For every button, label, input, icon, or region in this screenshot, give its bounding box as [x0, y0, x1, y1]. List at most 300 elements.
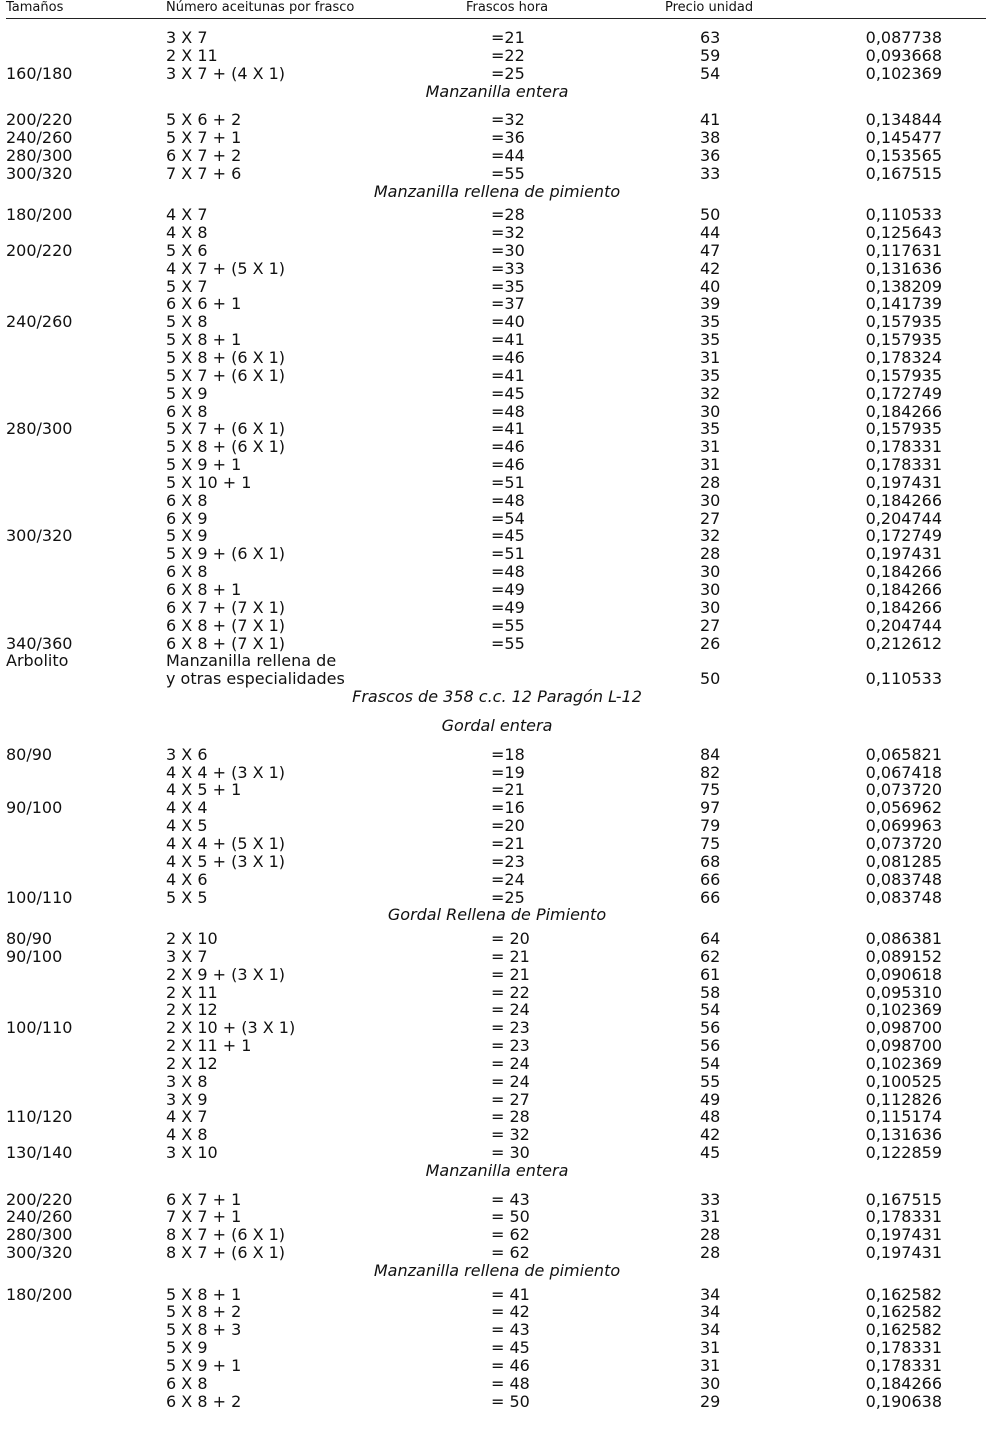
- olives-per-jar-cell: 4 X 5 + 1: [166, 780, 242, 800]
- olives-per-jar-cell: 5 X 7 + 1: [166, 128, 242, 147]
- unit-price-cell: 79: [700, 816, 721, 836]
- unit-price-cell: 32: [700, 526, 721, 546]
- value-cell: 0,065821: [865, 744, 942, 764]
- table-row: [0, 313, 994, 331]
- jars-per-hour-cell: =45: [491, 383, 525, 403]
- size-cell: 90/100: [6, 798, 63, 818]
- jars-per-hour-cell: =24: [491, 869, 525, 889]
- unit-price-cell: 75: [700, 833, 721, 853]
- unit-price-cell: 47: [700, 240, 721, 260]
- value-cell: 0,184266: [865, 1373, 942, 1393]
- size-cell: Arbolito: [6, 651, 69, 671]
- value-cell: 0,184266: [865, 562, 942, 582]
- olives-per-jar-cell: 3 X 7 + (4 X 1): [166, 63, 286, 83]
- jars-per-hour-cell: =41: [491, 365, 525, 385]
- jars-per-hour-cell: =54: [491, 508, 525, 528]
- value-cell: 0,089152: [865, 946, 942, 966]
- unit-price-cell: 44: [700, 223, 721, 242]
- value-cell: 0,178331: [865, 1338, 942, 1358]
- jars-per-hour-cell: = 62: [491, 1243, 530, 1263]
- olives-per-jar-cell: 6 X 8 + 2: [166, 1391, 242, 1411]
- value-cell: 0,167515: [865, 163, 942, 183]
- table-row: [0, 1339, 994, 1357]
- olives-per-jar-cell: 5 X 9 + 1: [166, 1356, 242, 1375]
- value-cell: 0,162582: [865, 1320, 942, 1340]
- olives-per-jar-cell: 2 X 11: [166, 45, 218, 65]
- olives-per-jar-cell: 4 X 7: [166, 1107, 208, 1127]
- table-row: [0, 1037, 994, 1055]
- value-cell: 0,197431: [865, 1243, 942, 1263]
- value-cell: 0,073720: [865, 780, 942, 800]
- olives-per-jar-cell: 4 X 5: [166, 816, 208, 836]
- unit-price-cell: 30: [700, 597, 721, 617]
- olives-per-jar-cell: 5 X 8 + 2: [166, 1302, 242, 1322]
- unit-price-cell: 49: [700, 1089, 721, 1109]
- olives-per-jar-cell: 4 X 4: [166, 798, 208, 818]
- jars-per-hour-cell: = 24: [491, 1053, 530, 1073]
- unit-price-cell: 68: [700, 851, 721, 871]
- value-cell: 0,102369: [865, 63, 942, 83]
- value-cell: 0,117631: [865, 240, 942, 260]
- value-cell: 0,138209: [865, 276, 942, 296]
- olives-per-jar-cell: 5 X 6: [166, 240, 208, 260]
- value-cell: 0,204744: [865, 508, 942, 528]
- table-row: [0, 260, 994, 278]
- value-cell: 0,095310: [865, 982, 942, 1002]
- size-cell: 100/110: [6, 1018, 73, 1038]
- jars-per-hour-cell: =25: [491, 63, 525, 83]
- table-row: [0, 1144, 994, 1162]
- unit-price-cell: 30: [700, 401, 721, 421]
- olives-per-jar-cell: 5 X 9: [166, 1338, 208, 1358]
- olives-per-jar-cell: 6 X 8: [166, 1373, 208, 1393]
- jars-per-hour-cell: =21: [491, 833, 525, 853]
- unit-price-cell: 29: [700, 1391, 721, 1411]
- jars-per-hour-cell: =22: [491, 45, 525, 65]
- value-cell: 0,212612: [865, 633, 942, 653]
- jars-per-hour-cell: = 21: [491, 946, 530, 966]
- value-cell: 0,184266: [865, 580, 942, 599]
- unit-price-cell: 54: [700, 63, 721, 83]
- table-row: [0, 1286, 994, 1304]
- jars-per-hour-cell: =46: [491, 437, 525, 457]
- unit-price-cell: 55: [700, 1071, 721, 1091]
- size-cell: 300/320: [6, 526, 73, 546]
- value-cell: 0,141739: [865, 294, 942, 314]
- jars-per-hour-cell: =48: [491, 490, 525, 510]
- section-title: Manzanilla entera: [425, 81, 569, 101]
- olives-per-jar-cell: 5 X 9: [166, 526, 208, 546]
- size-cell: 180/200: [6, 205, 73, 225]
- unit-price-cell: 45: [700, 1143, 721, 1163]
- olives-per-jar-cell: 5 X 9 + 1: [166, 455, 242, 475]
- jars-per-hour-cell: =20: [491, 816, 525, 836]
- unit-price-cell: 41: [700, 110, 721, 130]
- unit-price-cell: 42: [700, 258, 721, 278]
- table-row: [0, 966, 994, 984]
- olives-per-jar-cell: 5 X 8 + (6 X 1): [166, 347, 286, 367]
- olives-per-jar-cell: 2 X 11: [166, 982, 218, 1002]
- jars-per-hour-cell: = 22: [491, 982, 530, 1002]
- value-cell: 0,157935: [865, 365, 942, 385]
- table-row: [0, 438, 994, 456]
- unit-price-cell: 66: [700, 887, 721, 907]
- section-title: Manzanilla rellena de pimiento: [373, 181, 621, 201]
- table-row: [0, 527, 994, 545]
- value-cell: 0,093668: [865, 45, 942, 65]
- value-cell: 0,131636: [865, 1125, 942, 1145]
- section-title: Manzanilla rellena de pimiento: [373, 1261, 621, 1280]
- table-row: [0, 278, 994, 296]
- size-cell: 100/110: [6, 887, 73, 907]
- value-cell: 0,131636: [865, 258, 942, 278]
- table-row: [0, 1001, 994, 1019]
- jars-per-hour-cell: = 23: [491, 1018, 530, 1038]
- olives-per-jar-cell: 5 X 5: [166, 887, 208, 907]
- table-row: [0, 1108, 994, 1126]
- jars-per-hour-cell: =32: [491, 223, 525, 242]
- olives-per-jar-cell: 3 X 8: [166, 1071, 208, 1091]
- olives-per-jar-cell: 4 X 8: [166, 1125, 208, 1145]
- value-cell: 0,069963: [865, 816, 942, 836]
- value-cell: 0,184266: [865, 597, 942, 617]
- olives-per-jar-cell: 8 X 7 + (6 X 1): [166, 1225, 286, 1245]
- value-cell: 0,115174: [865, 1107, 942, 1127]
- olives-per-jar-cell: 5 X 7: [166, 276, 208, 296]
- value-cell: 0,110533: [865, 669, 942, 689]
- table-row: [0, 1226, 994, 1244]
- value-cell: 0,086381: [865, 928, 942, 948]
- table-row: [0, 1073, 994, 1091]
- unit-price-cell: 27: [700, 615, 721, 635]
- unit-price-cell: 35: [700, 312, 721, 332]
- olives-per-jar-cell: 3 X 7: [166, 946, 208, 966]
- olives-per-jar-cell: 3 X 9: [166, 1089, 208, 1109]
- table-row: [0, 599, 994, 617]
- unit-price-cell: 75: [700, 780, 721, 800]
- jars-per-hour-cell: =41: [491, 419, 525, 439]
- section-title: Frascos de 358 c.c. 12 Paragón L-12: [352, 687, 642, 707]
- value-cell: 0,190638: [865, 1391, 942, 1411]
- unit-price-cell: 48: [700, 1107, 721, 1127]
- size-cell: 80/90: [6, 744, 53, 764]
- table-row: [0, 1191, 994, 1209]
- jars-per-hour-cell: = 43: [491, 1320, 530, 1340]
- olives-per-jar-cell: 6 X 7 + 1: [166, 1189, 242, 1209]
- unit-price-cell: 31: [700, 437, 721, 457]
- table-row: [0, 47, 994, 65]
- table-row: [0, 1244, 994, 1262]
- value-cell: 0,204744: [865, 615, 942, 635]
- jars-per-hour-cell: = 46: [491, 1356, 530, 1375]
- olives-per-jar-cell: 6 X 6 + 1: [166, 294, 242, 314]
- table-row: [0, 930, 994, 948]
- table-row: [0, 206, 994, 224]
- size-cell: 340/360: [6, 633, 73, 653]
- table-row: [0, 1208, 994, 1226]
- unit-price-cell: 33: [700, 163, 721, 183]
- value-cell: 0,145477: [865, 128, 942, 147]
- value-cell: 0,087738: [865, 28, 942, 47]
- unit-price-cell: 59: [700, 45, 721, 65]
- value-cell: 0,197431: [865, 1225, 942, 1245]
- olives-per-jar-cell: 4 X 5 + (3 X 1): [166, 851, 286, 871]
- table-row: [0, 242, 994, 260]
- table-row: [0, 835, 994, 853]
- jars-per-hour-cell: = 43: [491, 1189, 530, 1209]
- table-row: [0, 129, 994, 147]
- unit-price-cell: 35: [700, 330, 721, 350]
- unit-price-cell: 40: [700, 276, 721, 296]
- unit-price-cell: 56: [700, 1018, 721, 1038]
- value-cell: 0,172749: [865, 383, 942, 403]
- jars-per-hour-cell: = 20: [491, 928, 530, 948]
- olives-per-jar-cell: 5 X 8 + 1: [166, 1284, 242, 1304]
- unit-price-cell: 31: [700, 1338, 721, 1358]
- unit-price-cell: 54: [700, 1000, 721, 1020]
- value-cell: 0,184266: [865, 490, 942, 510]
- size-cell: 200/220: [6, 110, 73, 130]
- table-row: [0, 581, 994, 599]
- jars-per-hour-cell: =48: [491, 562, 525, 582]
- unit-price-cell: 50: [700, 205, 721, 225]
- unit-price-cell: 31: [700, 1207, 721, 1227]
- jars-per-hour-cell: = 48: [491, 1373, 530, 1393]
- olives-per-jar-cell: 2 X 9 + (3 X 1): [166, 964, 286, 984]
- olives-per-jar-cell: 5 X 7 + (6 X 1): [166, 419, 286, 439]
- size-cell: 280/300: [6, 419, 73, 439]
- unit-price-cell: 30: [700, 562, 721, 582]
- value-cell: 0,073720: [865, 833, 942, 853]
- header-tamanos: Tamaños: [6, 0, 64, 15]
- unit-price-cell: 64: [700, 928, 721, 948]
- olives-per-jar-cell: 6 X 8: [166, 401, 208, 421]
- olives-per-jar-cell: 5 X 10 + 1: [166, 472, 252, 492]
- value-cell: 0,056962: [865, 798, 942, 818]
- table-row: [0, 420, 994, 438]
- jars-per-hour-cell: =36: [491, 128, 525, 147]
- unit-price-cell: 30: [700, 580, 721, 599]
- jars-per-hour-cell: =25: [491, 887, 525, 907]
- table-row: [0, 871, 994, 889]
- jars-per-hour-cell: = 50: [491, 1207, 530, 1227]
- jars-per-hour-cell: = 41: [491, 1284, 530, 1304]
- value-cell: 0,197431: [865, 544, 942, 564]
- unit-price-cell: 34: [700, 1320, 721, 1340]
- table-row: [0, 165, 994, 183]
- size-cell: 280/300: [6, 1225, 73, 1245]
- unit-price-cell: 38: [700, 128, 721, 147]
- value-cell: 0,102369: [865, 1000, 942, 1020]
- unit-price-cell: 30: [700, 490, 721, 510]
- unit-price-cell: 27: [700, 508, 721, 528]
- jars-per-hour-cell: =37: [491, 294, 525, 314]
- value-cell: 0,134844: [865, 110, 942, 130]
- jars-per-hour-cell: = 21: [491, 964, 530, 984]
- jars-per-hour-cell: =55: [491, 633, 525, 653]
- olives-per-jar-cell: 3 X 10: [166, 1143, 218, 1163]
- jars-per-hour-cell: = 45: [491, 1338, 530, 1358]
- jars-per-hour-cell: =51: [491, 472, 525, 492]
- table-row: [0, 367, 994, 385]
- size-cell: 280/300: [6, 145, 73, 165]
- jars-per-hour-cell: =28: [491, 205, 525, 225]
- table-row: [0, 65, 994, 83]
- unit-price-cell: 42: [700, 1125, 721, 1145]
- unit-price-cell: 66: [700, 869, 721, 889]
- unit-price-cell: 28: [700, 544, 721, 564]
- unit-price-cell: 35: [700, 419, 721, 439]
- jars-per-hour-cell: = 42: [491, 1302, 530, 1322]
- olives-per-jar-cell: 7 X 7 + 1: [166, 1207, 242, 1227]
- size-cell: 200/220: [6, 1189, 73, 1209]
- olives-per-jar-cell: 6 X 8 + (7 X 1): [166, 615, 286, 635]
- olives-per-jar-cell: 2 X 10 + (3 X 1): [166, 1018, 296, 1038]
- jars-per-hour-cell: =46: [491, 347, 525, 367]
- table-row: [0, 510, 994, 528]
- olives-per-jar-cell: 6 X 8 + (7 X 1): [166, 633, 286, 653]
- table-row: [0, 1393, 994, 1411]
- olives-per-jar-cell: 4 X 8: [166, 223, 208, 242]
- table-row: [0, 331, 994, 349]
- value-cell: 0,157935: [865, 312, 942, 332]
- jars-per-hour-cell: =16: [491, 798, 525, 818]
- table-row: [0, 617, 994, 635]
- value-cell: 0,153565: [865, 145, 942, 165]
- unit-price-cell: 31: [700, 455, 721, 475]
- value-cell: 0,125643: [865, 223, 942, 242]
- value-cell: 0,098700: [865, 1036, 942, 1056]
- olives-per-jar-cell: 2 X 10: [166, 928, 218, 948]
- table-row: [0, 984, 994, 1002]
- size-cell: 300/320: [6, 1243, 73, 1263]
- jars-per-hour-cell: =23: [491, 851, 525, 871]
- olives-per-jar-cell: 5 X 8 + (6 X 1): [166, 437, 286, 457]
- unit-price-cell: 26: [700, 633, 721, 653]
- unit-price-cell: 34: [700, 1302, 721, 1322]
- value-cell: 0,178331: [865, 437, 942, 457]
- value-cell: 0,083748: [865, 887, 942, 907]
- value-cell: 0,197431: [865, 472, 942, 492]
- unit-price-cell: 31: [700, 347, 721, 367]
- olives-per-jar-cell: 2 X 12: [166, 1000, 218, 1020]
- table-row: [0, 652, 994, 670]
- value-cell: 0,178331: [865, 1356, 942, 1375]
- value-cell: 0,100525: [865, 1071, 942, 1091]
- unit-price-cell: 39: [700, 294, 721, 314]
- table-row: [0, 385, 994, 403]
- unit-price-cell: 82: [700, 762, 721, 782]
- size-cell: 90/100: [6, 946, 63, 966]
- unit-price-cell: 63: [700, 28, 721, 47]
- value-cell: 0,110533: [865, 205, 942, 225]
- table-row: [0, 545, 994, 563]
- value-cell: 0,098700: [865, 1018, 942, 1038]
- olives-per-jar-cell: 6 X 7 + (7 X 1): [166, 597, 286, 617]
- jars-per-hour-cell: =33: [491, 258, 525, 278]
- jars-per-hour-cell: =45: [491, 526, 525, 546]
- olives-per-jar-cell: 6 X 9: [166, 508, 208, 528]
- table-row: [0, 349, 994, 367]
- value-cell: 0,081285: [865, 851, 942, 871]
- jars-per-hour-cell: =49: [491, 597, 525, 617]
- value-cell: 0,184266: [865, 401, 942, 421]
- unit-price-cell: 35: [700, 365, 721, 385]
- unit-price-cell: 84: [700, 744, 721, 764]
- jars-per-hour-cell: =18: [491, 744, 525, 764]
- table-row: [0, 474, 994, 492]
- value-cell: 0,112826: [865, 1089, 942, 1109]
- value-cell: 0,178331: [865, 1207, 942, 1227]
- olives-per-jar-cell: 5 X 9 + (6 X 1): [166, 544, 286, 564]
- table-row: [0, 1091, 994, 1109]
- jars-per-hour-cell: =40: [491, 312, 525, 332]
- olives-per-jar-cell: 6 X 8: [166, 490, 208, 510]
- unit-price-cell: 32: [700, 383, 721, 403]
- table-row: [0, 817, 994, 835]
- olives-per-jar-cell: 4 X 6: [166, 869, 208, 889]
- value-cell: 0,162582: [865, 1284, 942, 1304]
- size-cell: 240/260: [6, 1207, 73, 1227]
- unit-price-cell: 34: [700, 1284, 721, 1304]
- jars-per-hour-cell: =41: [491, 330, 525, 350]
- table-row: [0, 799, 994, 817]
- unit-price-cell: 28: [700, 1225, 721, 1245]
- table-row: [0, 853, 994, 871]
- table-row: [0, 764, 994, 782]
- table-row: [0, 1357, 994, 1375]
- table-row: [0, 295, 994, 313]
- olives-per-jar-cell: 7 X 7 + 6: [166, 163, 242, 183]
- table-row: [0, 781, 994, 799]
- table-row: [0, 1375, 994, 1393]
- unit-price-cell: 28: [700, 472, 721, 492]
- value-cell: 0,102369: [865, 1053, 942, 1073]
- jars-per-hour-cell: = 27: [491, 1089, 530, 1109]
- header-numero-aceitunas: Número aceitunas por frasco: [166, 0, 355, 15]
- size-cell: 240/260: [6, 128, 73, 147]
- unit-price-cell: 56: [700, 1036, 721, 1056]
- table-row: [0, 1055, 994, 1073]
- unit-price-cell: 58: [700, 982, 721, 1002]
- olives-per-jar-cell: 6 X 8 + 1: [166, 580, 242, 599]
- jars-per-hour-cell: = 28: [491, 1107, 530, 1127]
- olives-per-jar-cell: 5 X 6 + 2: [166, 110, 242, 130]
- olives-per-jar-cell: 8 X 7 + (6 X 1): [166, 1243, 286, 1263]
- size-cell: 80/90: [6, 928, 53, 948]
- jars-per-hour-cell: =49: [491, 580, 525, 599]
- jars-per-hour-cell: = 62: [491, 1225, 530, 1245]
- table-row: [0, 111, 994, 129]
- olives-per-jar-cell: 6 X 8: [166, 562, 208, 582]
- jars-per-hour-cell: =35: [491, 276, 525, 296]
- value-cell: 0,178324: [865, 347, 942, 367]
- unit-price-cell: 54: [700, 1053, 721, 1073]
- size-cell: 160/180: [6, 63, 73, 83]
- table-row: [0, 563, 994, 581]
- table-row: [0, 1126, 994, 1144]
- unit-price-cell: 97: [700, 798, 721, 818]
- table-row: [0, 948, 994, 966]
- value-cell: 0,157935: [865, 330, 942, 350]
- value-cell: 0,162582: [865, 1302, 942, 1322]
- olives-per-jar-cell: 5 X 8 + 1: [166, 330, 242, 350]
- unit-price-cell: 36: [700, 145, 721, 165]
- section-title: Manzanilla entera: [425, 1161, 569, 1180]
- table-row: [0, 746, 994, 764]
- jars-per-hour-cell: =30: [491, 240, 525, 260]
- unit-price-cell: 50: [700, 669, 721, 689]
